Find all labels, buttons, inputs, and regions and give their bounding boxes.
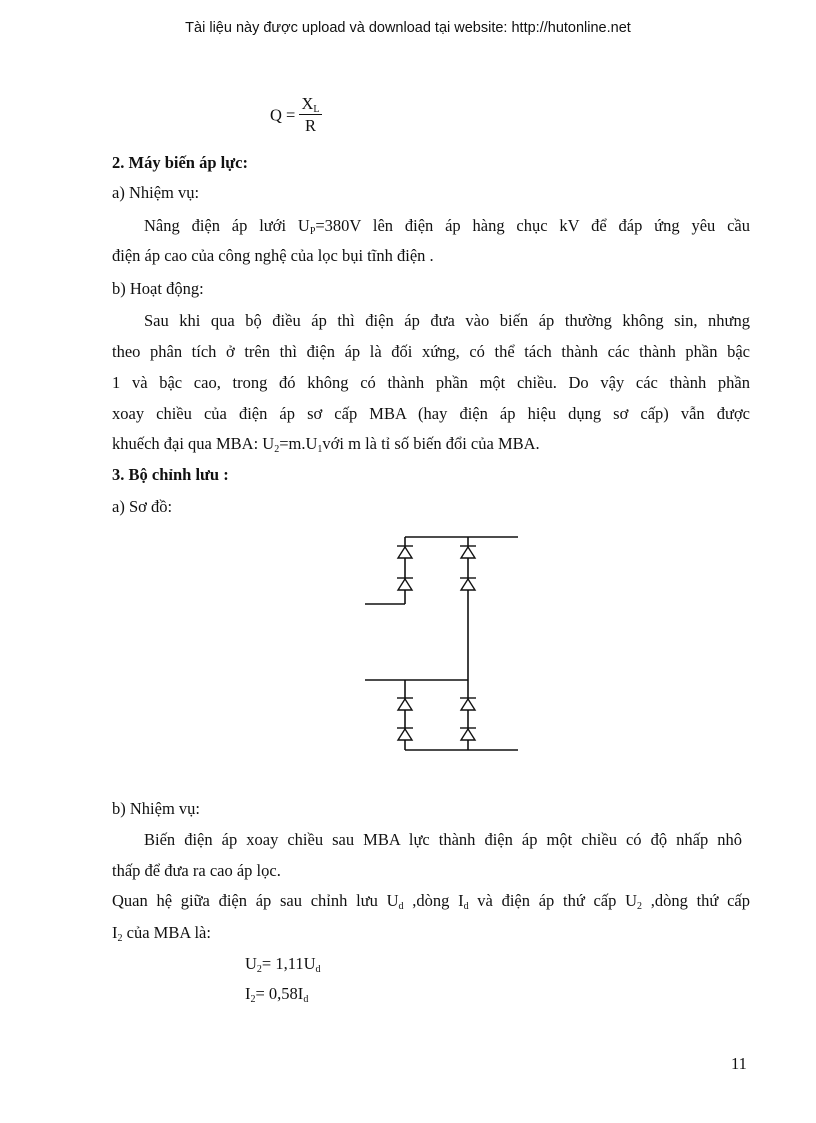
eq2-sub-d: d [303, 994, 309, 1005]
diode-7 [460, 698, 476, 710]
sub-2-rel: 2 [637, 901, 643, 912]
eq2-i: I [245, 984, 251, 1003]
diode-1 [397, 546, 413, 558]
eq2-value: = 0,58I [255, 984, 304, 1003]
section-3b-label: b) Nhiệm vụ: [112, 799, 200, 818]
sub-2: 2 [274, 444, 280, 455]
section-3a-label: a) Sơ đồ: [112, 497, 173, 516]
text-dong-i: ,dòng I [403, 891, 464, 910]
text-quan-he: Quan hệ giữa điện áp sau chỉnh lưu U [112, 891, 399, 910]
diode-2 [397, 578, 413, 590]
eq1-sub-2: 2 [256, 964, 262, 975]
diode-5 [397, 698, 413, 710]
section-3b-line-2: thấp để đưa ra cao áp lọc. [112, 861, 281, 880]
section-2b-line-3: 1 và bậc cao, trong đó không có thành phần một chiều. Do vậy các thành phần [112, 373, 750, 392]
section-2-title: 2. Máy biến áp lực: [112, 153, 248, 172]
formula-fraction [299, 94, 321, 137]
text-ti-so: với m là tỉ số biến đổi của MBA. [322, 434, 540, 453]
sub-2-i: 2 [117, 933, 123, 944]
diode-6 [397, 728, 413, 740]
relation-line-2 [112, 923, 211, 943]
formula-den: R [304, 116, 316, 135]
section-2b-line-4: xoay chiều của điện áp sơ cấp MBA (hay điện áp hiệu dụng sơ cấp) vẫn được [112, 404, 750, 423]
formula-lhs: Q = [270, 105, 296, 125]
section-2b-line-2: theo phân tích ở trên thì điện áp là đối xứng, có thể tách thành các thành phần bậc [112, 342, 750, 361]
section-2a-label: a) Nhiệm vụ: [112, 183, 200, 202]
eq2-sub-2: 2 [250, 994, 256, 1005]
text-dong-thu-cap: ,dòng thứ cấp [642, 891, 750, 910]
section-2a-line-2: điện áp cao của công nghệ của lọc bụi tĩnh điện . [112, 246, 434, 265]
page-number: 11 [731, 1054, 747, 1073]
text-cua-mba: của MBA là: [122, 923, 211, 942]
text-mu: =m.U [279, 434, 318, 453]
section-2b-line-5 [112, 434, 540, 454]
section-3b-line-1: Biến điện áp xoay chiều sau MBA lực thành điện áp một chiều có độ nhấp nhô [144, 830, 742, 849]
section-2a-line-1 [144, 216, 750, 236]
equation-u2 [245, 954, 321, 974]
sub-p: P [309, 226, 316, 237]
diode-3 [460, 546, 476, 558]
text-i: I [112, 923, 118, 942]
formula-num-sub: L [313, 104, 320, 115]
section-3-title: 3. Bộ chỉnh lưu : [112, 465, 229, 484]
text-up: Nâng điện áp lưới U [144, 216, 310, 235]
text-380v: =380V lên điện áp hàng chục kV để đáp ứng yêu cầu [315, 216, 750, 235]
relation-line-1 [112, 891, 750, 911]
eq1-value: = 1,11U [261, 954, 316, 973]
formula-num: X [301, 94, 314, 113]
text-khuech-dai: khuếch đại qua MBA: U [112, 434, 275, 453]
diode-8 [460, 728, 476, 740]
sub-d-2: d [463, 901, 469, 912]
formula-q [270, 94, 322, 137]
page-header: Tài liệu này được upload và download tại website: http://hutonline.net [185, 20, 631, 36]
section-2b-line-1: Sau khi qua bộ điều áp thì điện áp đưa vào biến áp thường không sin, nhưng [144, 311, 750, 330]
diode-4 [460, 578, 476, 590]
eq1-u: U [245, 954, 257, 973]
section-2b-label: b) Hoạt động: [112, 279, 204, 298]
sub-1: 1 [317, 444, 323, 455]
eq1-sub-d: d [315, 964, 321, 975]
equation-i2 [245, 984, 308, 1004]
rectifier-diagram [355, 528, 525, 758]
text-thu-cap: và điện áp thứ cấp U [468, 891, 638, 910]
sub-d-1: d [398, 901, 404, 912]
